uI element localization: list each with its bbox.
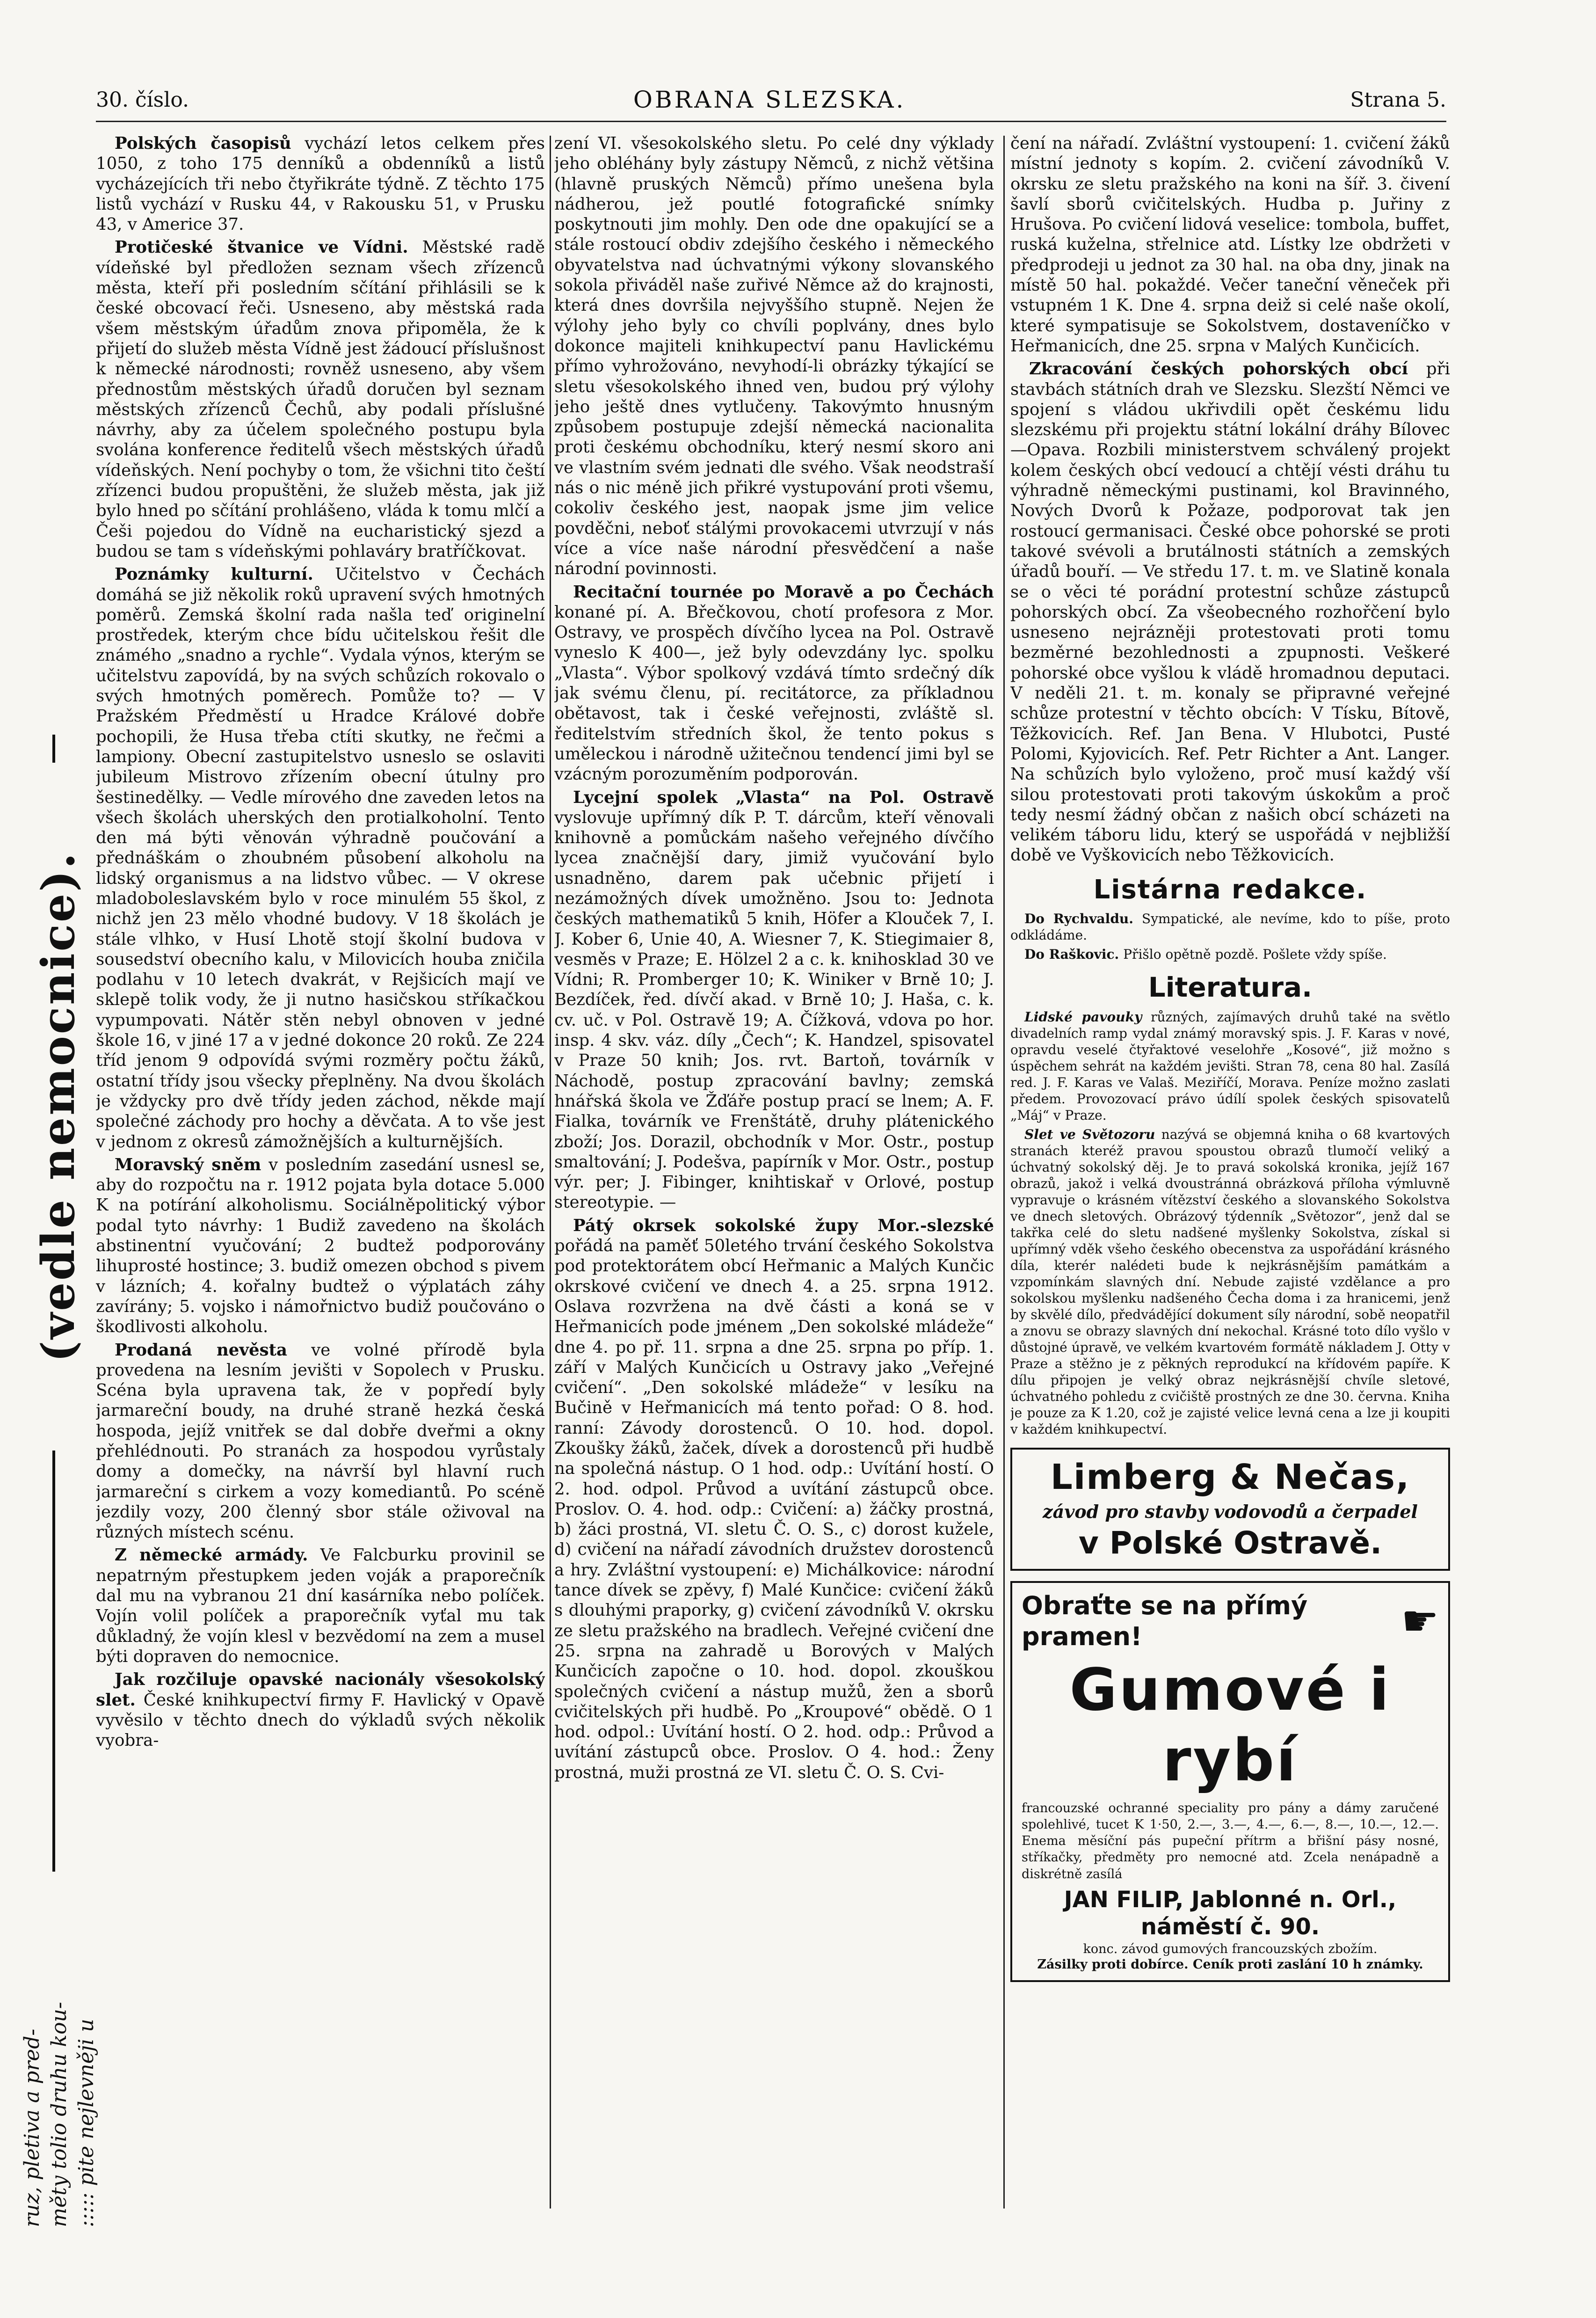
article-body: Městské radě vídeňské byl předložen seznam všech zřízenců města, kteří při posledním sčítání přihlásili se k české obcovací řeči. Usneseno, aby městská rada všem městským úřadům znova připoměla, že k přijetí do služeb města Vídně jest žádoucí příslušnost k německé národnosti; rovněž usneseno, aby všem přednostům městských úřadů doručen byl seznam městských zřízenců Čechů, aby podali příslušné návrhy, aby za účelem společného postupu byla svolána konference ředitelů všech městských úřadů vídeňských. Není pochyby o tom, že všichni tito čeští zřízenci budou propuštěni, že služeb města, jak již bylo hned po sčítání prohlášeno, vláda k tomu mlčí a Češi pojedou do Vídně na eucharistický sjezd a budou se tam s vídeňskými pohlaváry bratříčkovat. <box>96 238 545 561</box>
article-headline: Recitační tournée po Moravě a po Čechách <box>573 582 994 602</box>
article <box>554 133 994 579</box>
article-body: Učitelstvo v Čechách domáhá se již několik roků upravení svých hmotných poměrů. Zemská školní rada našla teď originelní prostředek, kterým chce bídu učitelskou řešit dle známého „snadno a rychle“. Vydala výnos, kterým se učitelstvu zapovídá, by na svých schůzích rokovalo o svých hmotných poměrech. Pomůže to? — V Pražském Předměstí u Hradce Králové dobře pochopili, že Husa třeba ctíti skutky, ne řečmi a lampiony. Obecní zastupitelstvo usneslo se oslaviti jubileum Mistrovo zřízením obecní útulny pro šestinedělky. — Vedle mírového dne zaveden letos na všech školách uherských den protialkoholní. Tento den má býti věnován výhradně poučování a přednáškám o zhoubném působení alkoholu na lidský organismus a na lidstvo vůbec. — V okrese mladoboleslavském bylo v roce minulém 55 škol, z nichž jen 23 mělo vhodné budovy. V 18 školách je stále vlhko, v Husí Lhotě stojí školní budova v sousedství obecního kalu, v Milovicích houba zničila podlahu v 10 letech dvakrát, v Rejšicích mají ve sklepě tolik vody, že ji nutno hasičskou stříkačkou vypumpovati. Nátěr stěn nebyl obnoven v jedné škole 16, v jiné 17 a v jedné dokonce 20 roků. Ze 224 tříd jenom 9 odpovídá svými rozměry počtu žáků, ostatní třídy jsou všecky přeplněny. Na dvou školách je vždycky pro dvě třídy jeden záchod, někde mají společné záchody pro hochy a děvčata. A to vše jest v jednom z okresů zámožnějších a kulturnějších. <box>96 565 545 1152</box>
article-body: při stavbách státních drah ve Slezsku. Slezští Němci ve spojení s vládou ukřivdili opět českému lidu slezskému při projektu státní lokální dráhy Bílovec—Opava. Rozbili ministerstvem schválený projekt kolem českých obcí vedoucí a chtějí vésti dráhu tu výhradně německými pustinami, kol Bravinného, Nových Dvorů k Požaze, podporovat tak jen rostoucí germanisaci. České obce pohorské se proti takové svévoli a brutálnosti státních a zemských úřadů bouří. — Ve středu 17. t. m. ve Slatině konala se o věci té porádní protestní schůze zástupců pohorských obcí. Za všeobecného rozhořčení bylo usneseno nejrázněji protestovati proti tomu bezměrné bezohlednosti a zpupnosti. Veškeré pohorské obce vyšlou k vládě hromadnou deputaci. V neděli 21. t. m. konaly se připravné veřejné schůze protestní v těchto obcích: V Tísku, Bítově, Těžkovicích. Ref. Jan Bena. V Hlubotci, Pusté Polomi, Kyjovicích. Ref. Petr Richter a Ant. Langer. Na schůzích bylo vyloženo, proč musí každý vší silou protestovati proti takovým úskokům a proč tedy nesmí žádný občan z našich obcí scházeti na velikém táboru lidu, který se uspořádá v nejbližší době ve Vyškovicích nebo Těžkovicích. <box>1010 359 1450 865</box>
advert-gumove-body: francouzské ochranné speciality pro pány a dámy zaručené spolehlivé, tucet K 1·50, 2.—, 3.—, 4.—, 6.—, 8.—, 10.—, 12.—. Enema měsíční pás pupeční přítrm a břišní pásy nosné, stříkačky, předměty pro nemocné atd. Zcela nenápadně a diskrétně zasílá <box>1022 1801 1439 1881</box>
side-bar-bottom <box>52 1451 55 1872</box>
article-headline: Zkracování českých pohorských obcí <box>1029 359 1408 379</box>
side-fragment <box>19 1886 103 2227</box>
literatura-headline: Lidské pavouky <box>1024 1009 1142 1025</box>
advert-gumove-foot2: Zásilky proti dobírce. Ceník proti zaslání 10 h známky. <box>1037 1957 1423 1972</box>
listarna-recipient: Do Rychvaldu. <box>1024 911 1133 926</box>
advert-gumove-firm: JAN FILIP, Jablonné n. Orl., náměstí č. 90. <box>1064 1886 1397 1940</box>
article <box>96 564 545 1152</box>
advert-gumove-big: Gumové i rybí <box>1069 1656 1391 1794</box>
side-bar-top <box>52 735 55 763</box>
article-headline: Prodaná nevěsta <box>115 1340 287 1360</box>
column-rule <box>1003 136 1005 2209</box>
article <box>554 582 994 785</box>
article <box>554 787 994 1213</box>
article <box>96 237 545 561</box>
article <box>96 1155 545 1337</box>
literatura-items <box>1010 1009 1450 1437</box>
article-headline: Protičeské štvanice ve Vídni. <box>115 238 408 257</box>
advert-limberg-line2: závod pro stavby vodovodů a čerpadel <box>1043 1501 1418 1523</box>
article-headline: Poznámky kulturní. <box>115 565 313 584</box>
literatura-item <box>1010 1009 1450 1123</box>
advert-gumove-headline: Obraťte se na přímý pramen! <box>1022 1590 1308 1651</box>
advert-limberg-line3: v Polské Ostravě. <box>1078 1525 1382 1561</box>
article <box>96 1669 545 1750</box>
article <box>1010 359 1450 865</box>
column-3 <box>1010 133 1450 2211</box>
article-headline: Jak rozčiluje opavské nacionály všesokolský slet. <box>96 1670 545 1710</box>
issue-number: 30. číslo. <box>96 87 189 112</box>
pointing-hand-icon: ☛ <box>1401 1596 1439 1646</box>
listarna-items <box>1010 911 1450 962</box>
article-body: čení na nářadí. Zvláštní vystoupení: 1. cvičení žáků místní jednoty s kopím. 2. cvičení závodníků V. okrsku ze sletu pražského na koni na šíř. 3. čivení šavlí sborů cvičitelských. Hudba p. Juřiny z Hrušova. Po cvičení lidová veselice: tombola, buffet, ruská kuželna, střelnice atd. Lístky lze obdržeti v předprodeji u jednot za 30 hal. na oba dny, jinak na místě 50 hal. pokaždé. Večer taneční věneček při vstupném 1 K. Dne 4. srpna deiž si celé naše okolí, které sympatisuje se Sokolstvem, dostaveníčko v Heřmanicích, dne 25. srpna v Malých Kunčicích. <box>1010 134 1450 356</box>
advert-gumove-foot: konc. závod gumových francouzských zbožím. <box>1083 1941 1378 1956</box>
listarna-recipient: Do Raškovic. <box>1024 947 1119 962</box>
advert-limberg <box>1010 1448 1450 1571</box>
literatura-text: nazývá se objemná kniha o 68 kvartových stranách kteréž pravou spoustou obrazů tlumočí veliký a úchvatný sokolský děj. Je to pravá sokolská kronika, jejíž 167 obrazů, jakož i velká dvoustránná obrázková příloha výmluvně vypravuje o krásném vítězství českého a slovanského Sokolstva ve dnech sletových. Obrázový týdenník „Světozor“, jenž dal se takřka celé do sletu nadšené myšlenky Sokolstva, získal si upřímný vděk všeho českého obecenstva za uspořádání krásného díla, kterér nalédeti bude k nejkrásnějším památkám a vzpomínkám slavných dní. Nebude zajisté vzdělance a pro sokolskou myšlenku nadšeného Čecha doma i za hranicemi, jenž by skvělé dílo, předvádějící dokument síly národní, sobě neopatřil a znovu se obrazy slavných dní nekochal. Krásné toto dílo vyšlo v důstojné úpravě, ve velkém kvartovém formátě nákladem J. Otty v Praze a stěžno je z pěkných reprodukcí na křídovém papíře. K dílu připojen je velký obraz nejkrásnější chvíle sletové, úchvatného pohledu z cvičiště prostných ze dne 30. června. Kniha je pouze za K 1.20, což je zajisté velice levná cena a lze ji koupiti v každém knihkupectví. <box>1010 1126 1450 1437</box>
article-headline: Polských časopisů <box>115 134 291 153</box>
side-fragment-line: ::::: pite nejlevněji u <box>74 2019 98 2227</box>
article-body: konané pí. A. Břečkovou, chotí profesora z Mor. Ostravy, ve prospěch dívčího lycea na Pol. Ostravě vyneslo K 400—, jež byly odevzdány lyc. spolku „Vlasta“. Výbor spolkový vzdává tímto srdečný dík jak svému členu, pí. recitátorce, za příkladnou obětavost, tak i české veřejnosti, zvláště sl. ředitelstvím středních škol, že tento pokus s uměleckou i národně užitečnou tendencí jimi byl se vzácným porozuměním podporován. <box>554 602 994 784</box>
side-banner-text: (vedle nemocnice). <box>32 851 85 1362</box>
article-body: České knihkupectví firmy F. Havlický v Opavě vyvěsilo v těchto dnech do výkladů svých několik vyobra- <box>96 1690 545 1750</box>
article <box>1010 133 1450 356</box>
listarna-item <box>1010 946 1450 962</box>
side-banner <box>33 767 84 1446</box>
article-body: v posledním zasedání usnesl se, aby do rozpočtu na r. 1912 pojata byla dotace 5.000 K na potírání alkoholismu. Sociálněpolitický výbor podal tyto návrhy: 1 Budiž zavedeno na školách abstinentní vyučování; 2 budtež podporovány lihuprosté hostince; 3. budiž omezen obchod s pivem v lázních; 4. kořalny budtež o výplatách záhy zavírány; 5. vojsko i námořnictvo budiž poučováno o škodlivosti alkoholu. <box>96 1155 545 1337</box>
article-headline: Pátý okrsek sokolské župy Mor.-slezské <box>573 1216 994 1235</box>
literatura-text: různých, zajímavých druhů také na světlo divadelních ramp vydal známý moravský spis. J. F. Karas v nové, opravdu veselé čtyřaktové veselohře „Kosové“, již možno s úspěchem sehrát na každém jevišti. Stran 78, cena 80 hal. Zasílá red. J. F. Karas ve Valaš. Meziříčí, Morava. Peníze možno zaslati předem. Provozovací právo údílí spolek českých spisovatelů „Máj“ v Praze. <box>1010 1009 1450 1123</box>
article-body: Ve Falcburku provinil se nepatrným přestupkem jeden voják a praporečník dal mu na vybranou 21 dní kasárníka nebo políček. Vojín volil políček a praporečník vyťal mu tak důkladný, že vojín klesl v bezvědomí na zem a musel býti dopraven do nemocnice. <box>96 1545 545 1666</box>
advert-limberg-name: Limberg & Nečas, <box>1050 1457 1410 1497</box>
article <box>96 1545 545 1667</box>
article-headline: Moravský sněm <box>115 1155 261 1174</box>
article-body: vychází letos celkem přes 1050, z toho 175 denníků a obdenníků a listů vycházejících tři nebo čtyřikráte týdně. Z těchto 175 listů vychází v Rusku 44, v Rakousku 51, v Prusku 43, v Americe 37. <box>96 134 545 234</box>
column-1 <box>96 133 545 2211</box>
listarna-text: Sympatické, ale nevíme, kdo to píše, proto odkládáme. <box>1010 911 1450 943</box>
article-headline: Z německé armády. <box>115 1545 308 1565</box>
literatura-title: Literatura. <box>1148 971 1313 1003</box>
article-body: vyslovuje upřímný dík P. T. dárcům, kteří věnovali knihovně a pomůckám našeho veřejného dívčího lycea značnější dary, jimiž vyučování bylo usnadněno, darem pak učebnic přijetí i nezámožných dívek umožněno. Jsou to: Jednota českých mathematiků 5 knih, Höfer a Klouček 7, I. J. Kober 6, Unie 40, A. Wiesner 7, K. Stiegimaier 8, vesměs v Praze; E. Hölzel 2 a c. k. knihosklad 30 ve Vídni; R. Promberger 10; K. Winiker v Brně 10; J. Bezdíček, řed. dívčí akad. v Brně 10; J. Haša, c. k. cv. uč. v Pol. Ostravě 19; A. Čížková, vdova po hor. insp. 4 skv. váz. díly „Čech“; K. Handzel, spisovatel v Praze 50 knih; Jos. rvt. Bartoň, továrník v Náchodě, postup zpracování bavlny; zemská hnářská škola ve Žďáře postup prací se lnem; A. F. Fialka, továrník ve Frenštátě, druhy plátenického zboží; Jos. Dorazil, obchodník v Mor. Ostr., postup smaltování; J. Podešva, papírník v Mor. Ostr., postup výr. per; J. Fibinger, knihtiskař v Orlové, postup stereotypie. — <box>554 808 994 1212</box>
article <box>96 1340 545 1543</box>
article-body: ve volné přírodě byla provedena na lesním jevišti v Sopolech v Prusku. Scéna byla upravena tak, že v popředí byly jarmareční boudy, na druhé straně hezká česká hospoda, jejíž vnitřek se dal dobře dveřmi a okny přehlédnouti. Po stranách za hospodou vyrůstaly domy a domečky, na návrší byl hlavní ruch jarmareční s cirkem a vozy komediantů. Po scéně jezdily vozy, 200 členný sbor stále oživoval na různých místech scénu. <box>96 1340 545 1542</box>
side-fragment-line: měty tolio druhu kou- <box>47 2002 71 2227</box>
literatura-item <box>1010 1126 1450 1437</box>
page-number: Strana 5. <box>1350 87 1446 112</box>
advert-gumove <box>1010 1581 1450 1982</box>
listarna-text: Přišlo opětně pozdě. Pošlete vždy spíše. <box>1119 947 1387 962</box>
newspaper-title: OBRANA SLEZSKA. <box>633 86 906 113</box>
header-rule <box>96 121 1446 122</box>
article <box>96 133 545 234</box>
side-fragment-line: ruz, pletiva a pred- <box>20 2028 44 2227</box>
article-headline: Lycejní spolek „Vlasta“ na Pol. Ostravě <box>573 787 994 807</box>
column-2 <box>554 133 994 2211</box>
literatura-headline: Slet ve Světozoru <box>1024 1126 1155 1142</box>
listarna-title: Listárna redakce. <box>1093 874 1367 905</box>
article <box>554 1216 994 1783</box>
page-header <box>96 83 1446 116</box>
article-body: pořádá na paměť 50letého trvání českého Sokolstva pod protektorátem obcí Heřmanic a Malých Kunčic okrskové cvičení ve dnech 4. a 25. srpna 1912. Oslava rozvržena na dvě části a koná se v Heřmanicích pode jménem „Den sokolské mládeže“ dne 4. po př. 11. srpna a dne 25. srpna po příp. 1. září v Malých Kunčicích u Ostravy jako „Veřejné cvičení“. „Den sokolské mládeže“ v lesíku na Bučině v Heřmanicích má tento pořad: O 8. hod. ranní: Závody dorostenců. O 10. hod. dopol. Zkoušky žáků, žaček, dívek a dorostenců při hudbě na společná nástup. O 1 hod. odp.: Uvítání hostí. O 2. hod. odpol. Průvod a uvítání zástupců obce. Proslov. O. 4. hod. odp.: Cvičení: a) žáčky prostná, b) žáci prostná, VI. sletu Č. O. S., c) dorost kužele, d) cvičení na nářadí závodních družstev dorostenců a hry. Zvláštní vystoupení: e) Michálkovice: národní tance dívek se zpěvy, f) Malé Kunčice: cvičení žáků s dlouhými praporky, g) cvičení závodníků V. okrsku ze sletu pražského na bradlech. Veřejné cvičení dne 25. srpna na zahradě u Borových v Malých Kunčicích započne o 10. hod. dopol. zkouškou společných cvičení a nástup mužů, žen a sborů cvičitelských při hudbě. Po „Kroupové“ obědě. O 1 hod. odpol.: Uvítání hostí. O 2. hod. odp.: Průvod a uvítání zástupců obce. Proslov. O 4. hod.: Ženy prostná, muži prostná ze VI. sletu Č. O. S. Cvi- <box>554 1236 994 1782</box>
article-body: zení VI. všesokolského sletu. Po celé dny výklady jeho obléhány byly zástupy Němců, z nichž většina (hlavně pruských Němců) přímo unešena byla nádherou, jež poutlé fotografické snímky poskytnouti jim mohly. Den ode dne opakující se a stále rostoucí obdiv zdejšího českého i německého obyvatelstva nad úchvatnými výkony slovanského sokola přiváděl naše zuřivé Němce až do krajnosti, která dnes dovršila nejvyššího stupně. Nejen že výlohy jeho byly co chvíli poplvány, dnes bylo dokonce majiteli knihkupectví panu Havlickému přímo vyhrožováno, nevyhodí-li obrázky týkající se sletu všesokolského ihned ven, budou prý výlohy jeho ještě dnes vytlučeny. Takovýmto hnusným způsobem postupuje zdejší německá nacionalita proti českému obchodníku, který nesmí skoro ani ve vlastním svém jednati dle svého. Však neodstraší nás o nic méně jich přikré vystupování proti všemu, cokoliv českého jest, naopak jsme jim velice povděčni, neboť stálými provokacemi utvrzují v nás více a více naše národní přesvědčení a naše národní povinnosti. <box>554 134 994 579</box>
column-rule <box>550 136 551 2209</box>
listarna-item <box>1010 911 1450 943</box>
